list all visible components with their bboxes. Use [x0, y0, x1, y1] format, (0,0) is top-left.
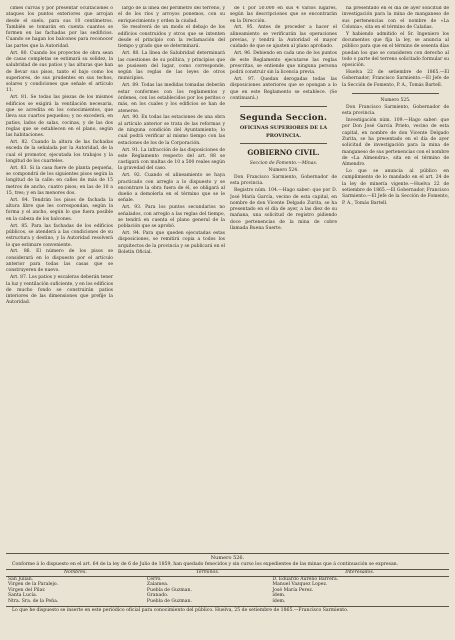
table-cell: D. Eduardo Aurelio Barrera.	[272, 576, 339, 582]
paragraph: Art. 86. El número de los pisos se considerará en lo dispuesto por el artículo anterior para todas las casas que se construyeren de nuevo.	[6, 249, 113, 274]
paragraph: Art. 90. En todas las estaciones de una obra al artículo anterior se trata de las reformas y de ninguna condición del Ayuntamiento; lo cual podrá verificar al mismo tiempo con las estaciones de los de la Corporación.	[118, 115, 225, 146]
notice-number: Numero 524.	[268, 168, 299, 174]
column-4-notice-b	[342, 105, 449, 207]
table-header-row	[6, 570, 449, 577]
column-1	[6, 6, 113, 551]
notice-body	[230, 175, 337, 232]
table-cell: Puebla de Guzman.	[146, 587, 192, 593]
bottom-footer-text: Lo que he dispuesto se inserte en este periódico oficial para conocimiento del público. Huelva, 25 de setiembre de 1865.—Francisco Sarmiento.	[6, 606, 449, 614]
table-cell: José María Perez.	[272, 587, 314, 593]
table-cell: Santa Lucía.	[8, 593, 38, 599]
table-cell: Virgen de la Paralejo.	[8, 582, 59, 588]
column-3	[230, 6, 337, 551]
paragraph: largo de la línea del perímetro del terreno, y el de los ríos y arroyos ponemos, con su enriquecimiento y orden la ciudad.	[118, 6, 225, 24]
divider	[352, 93, 439, 94]
text-columns	[6, 6, 449, 551]
table-cell: Granado.	[146, 593, 169, 599]
paragraph: Art. 91. La infracción de las disposiciones de este Reglamento respecto del art. 88 se castigará con multas de 10 a 500 reales según la gravedad del caso.	[118, 147, 225, 172]
table-cell: Manuel Vazquez Lopez.	[272, 582, 328, 588]
table-cell: Ntra. Sra. de la Peña.	[8, 598, 59, 604]
paragraph: Lo que se anuncia al público en cumplimiento de lo mandado en el art. 24 de la ley de minería vigente.—Huelva 22 de setiembre de 1865.—El Gobernador, Francisco Sarmiento.—El Jefe de la Sección de Fomento, P. A., Tomás Bartell.	[342, 169, 449, 206]
table-cell: Puebla de Guzman.	[146, 598, 192, 604]
paragraph: Art. 92. Cuando el alineamiento se haya practicado con arreglo a lo dispuesto y se encontrare la obra fuera de él, se obligará al dueño a demolerla en el término que se le señale.	[118, 173, 225, 204]
column-3-regulations	[230, 6, 337, 102]
header-nombres: Nombres.	[6, 570, 145, 577]
paragraph: de 1 por 50.000 en sus 4 varios lugares, según las descripciones que se encontrarán en la Dirección.	[230, 6, 337, 24]
header-interesados: Interesados.	[270, 570, 449, 577]
paragraph: Art. 87. Los patios y escaleras deberán tener la luz y ventilación suficiente, y en los edificios de mucho fondo se construirán patios interiores de las dimensiones que prefije la Autoridad.	[6, 275, 113, 306]
section-subtitle-1: OFICINAS SUPERIORES DE LA	[239, 125, 328, 132]
paragraph: Art. 80. Cuando los proyectos de obra sean de casas completas se estimará su solidez, la salubridad de sus patios y las alturas que han de llevar sus pisos, tanto el bajo como los superiores, de sus prudentes en sus techos, solares y condiciones que señale el artículo 11.	[6, 50, 113, 94]
table-cell: San Julian.	[8, 576, 34, 582]
paragraph: Art. 88. La línea de Salubridad determinará las cuestiones de su política, y principios que se pusiesen del lugar, como corresponde, según las reglas de las leyes de otros municipios.	[118, 51, 225, 82]
paragraph: Don Francisco Sarmiento, Gobernador de esta provincia.	[342, 104, 449, 117]
table-cell: ídem.	[272, 593, 286, 599]
paragraph: ha presentado en el día de ayer solicitud de investigación para la mina de manganeso de sus pertenencias con el nombre de «La Colonia», sita en el término de Calañas.	[342, 6, 449, 30]
paragraph: Art. 93. Para los puntos secundarios no señalados, con arreglo a las reglas del tiempo, se tendrá en cuenta el plano general de la población que se aprobó.	[118, 205, 225, 230]
bottom-notice	[6, 553, 449, 614]
paragraph: Art. 89. Todas las medidas tomadas deberán estar conformes con los reglamentos y órdenes, con los establecidos por los peritos o más, en los cuales y los edificios se han de atenerse.	[118, 83, 225, 114]
header-terminos: Términos.	[145, 570, 271, 577]
table-cell: ídem.	[272, 598, 286, 604]
government-heading: GOBIERNO CIVIL.	[247, 148, 320, 158]
table-cell: Cerro.	[146, 576, 162, 582]
bottom-notice-number: Numero 526.	[210, 555, 245, 561]
paragraph: Art. 82. Cuando la altura de las fachadas exceda de la señalada por la Autoridad, de la cual el promotor, ejecutada los trabajos y la longitud de los cuarteles.	[6, 140, 113, 164]
divider	[240, 106, 327, 107]
table-cell: Virgen del Pilar.	[8, 587, 46, 593]
paragraph: Art. 84. Tendrán los pisos de fachada la altura libre que les correspondan, según la forma y el ancho, según lo que fuera posible en la cabeza de los balcones.	[6, 197, 113, 222]
paragraph: Huelva 22 de setiembre de 1865.—El Gobernador, Francisco Sarmiento.—El Jefe de la Sección de Fomento, P. A., Tomás Bartell.	[342, 70, 449, 88]
section-subtitle-2: PROVINCIA.	[266, 132, 301, 139]
paragraph: Se resolverá de un modo el debajo de los edificios construidos y otros que se intenten desde el principio con la reclamación del tiempo y grado que se determinará.	[118, 25, 225, 50]
paragraph: Art. 97. Quedan derogadas todas las disposiciones anteriores que se opongan a lo que en este Reglamento se establece. (Se continuará.)	[230, 77, 337, 101]
paragraph: Art. 83. Si la casa fuere de planta pequeña, se compondrá de los siguientes pisos según la longitud de la calle: en calles de más de 15 metros de ancho, cuatro pisos; en las de 10 a 15, tres; y en las menores dos.	[6, 165, 113, 196]
divider	[240, 143, 327, 144]
table-cell: Zalamea.	[146, 582, 169, 588]
mines-table	[6, 569, 449, 605]
department-line: Seccion de Fomento.—Minas.	[249, 161, 318, 167]
section-title: Segunda Seccion.	[239, 113, 328, 124]
column-4-notice-a	[342, 6, 449, 89]
column-2	[118, 6, 225, 551]
column-4	[342, 6, 449, 551]
notice-number-2: Numero 525.	[380, 98, 411, 104]
paragraph: Investigación núm. 109.—Hago saber: que por Don José García Prieto, vecino de esta capital, en nombre de don Vicente Delgado Zurita, se ha presentado en el día de ayer solicitud de investigación para la mina de manganeso de sus pertenencias con el nombre de «La Almendra», sita en el término de Almendro.	[342, 118, 449, 168]
table-row	[6, 599, 449, 605]
paragraph: Art. 81. Se todas las piezas de los mismos edificios se exigirá la ventilación necesaria, que se acredita en los conocimientos, que lleva sus cuartos pequeños; y no excederá, en patios, lados de salas, cocinas, y de las dos reglas que se establecen en el plano, según las habitaciones.	[6, 95, 113, 139]
paragraph: cimes curvas y por presentar ocultaciones ó ataques los puntos exteriores que arrojan desde el suelo, para sus 10 centímetros. También se tomarán en cuenta cuantos se formen en las fachadas por las sedificios. Cuando se hagan los balcones para reconocer las partes que la Autoridad.	[6, 6, 113, 49]
paragraph: Don Francisco Sarmiento, Gobernador de esta provincia.	[230, 175, 337, 187]
bottom-notice-text: Conforme á lo dispuesto en el art. 64 de la ley de 6 de Julio de 1859, han quedado fenecidos y sin curso los expedientes de las minas que á continuación se expresan.	[12, 562, 399, 567]
paragraph: Y habiendo admitido el Sr. Ingeniero los documentos que fija la ley, se anuncia al público para que en el término de sesenta días puedan los que se consideren con derecho al todo o parte del terreno solicitado formular su oposición.	[342, 31, 449, 69]
paragraph: Art. 85. Para las fachadas de los edificios públicos, se atenderá a las condiciones de su estructura y destino, y la Autoridad resolverá lo que estimare conveniente.	[6, 223, 113, 248]
paragraph: Art. 96. Debiendo en cada uno de los puntos de este Reglamento ejecutarse las reglas prescritas, se entiende que ninguna persona podrá construir sin la licencia previa.	[230, 51, 337, 76]
paragraph: Registro núm. 104.—Hago saber: que por D. José María García, vecino de esta capital, en nombre de don Vicente Delgado Zurita, se ha presentado en el día de ayer, a las diez de su mañana, una solicitud de registro pidiendo doce pertenencias de la mina de cobre llamada Buena Suerte.	[230, 188, 337, 231]
paragraph: Art. 94. Para que queden ejecutadas estas disposiciones, se remitirá copia a todos los arquitectos de la provincia y se publicará en el Boletín Oficial.	[118, 231, 225, 256]
paragraph: Art. 95. Antes de proceder a hacer el alineamiento se verificarán las operaciones previas, y tendrá la Autoridad el mayor cuidado de que se ajusten al plano aprobado.	[230, 25, 337, 50]
